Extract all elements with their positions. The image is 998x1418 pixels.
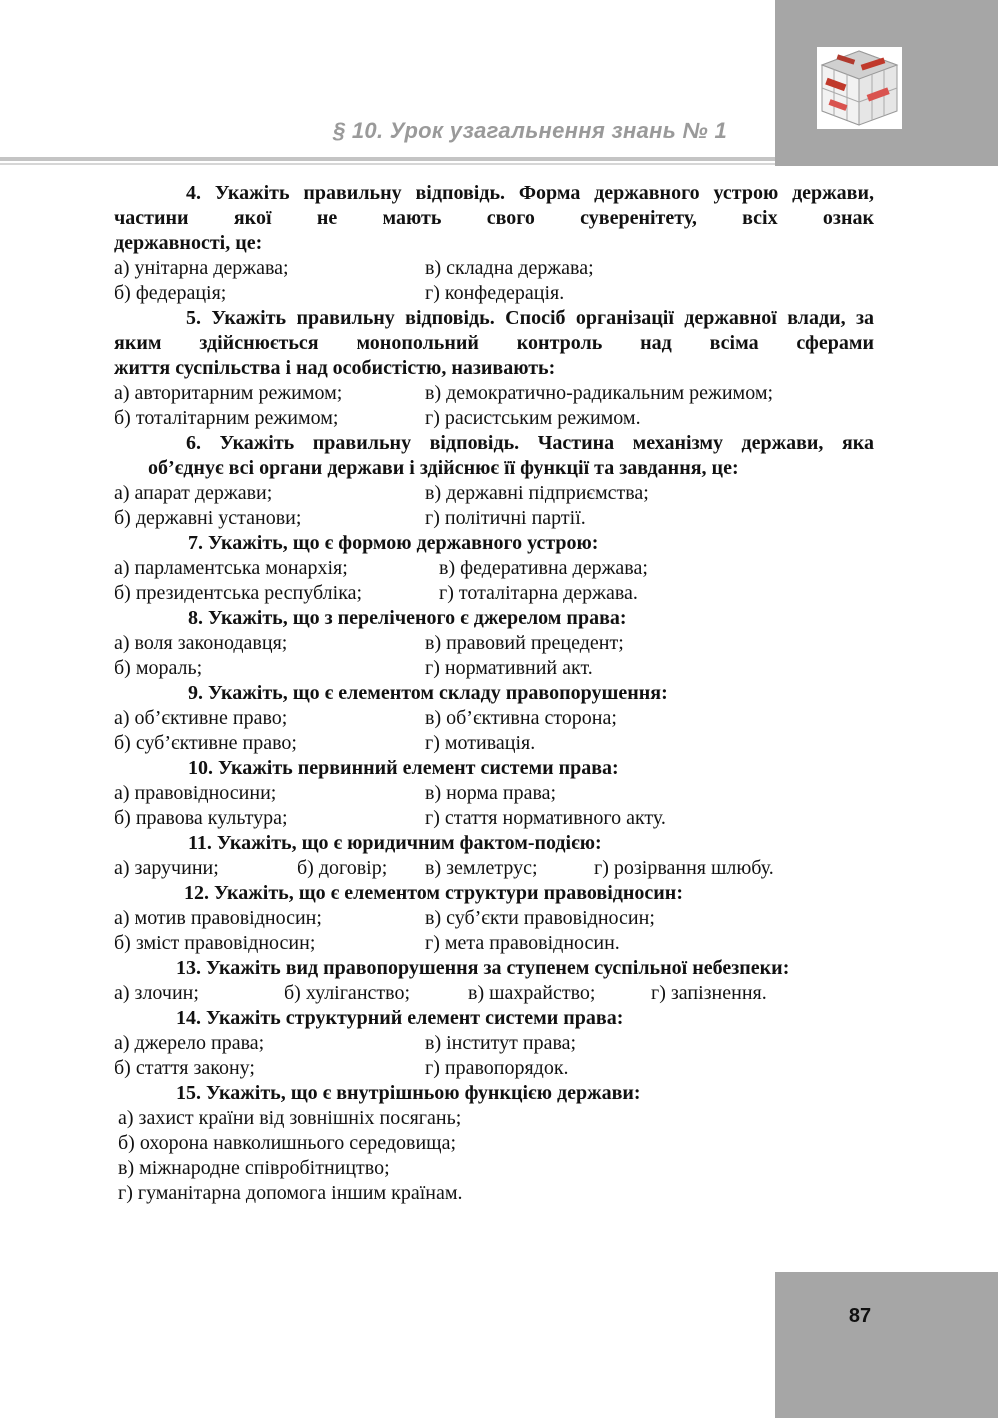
answer-option: б) охорона навколишнього середовища;: [118, 1132, 456, 1154]
answer-option: а) апарат держави;: [114, 482, 273, 504]
question-line: 6. Укажіть правильну відповідь. Частина механізму держави, яка: [186, 432, 874, 454]
answer-option: в) інститут права;: [425, 1032, 577, 1054]
answer-option: б) стаття закону;: [114, 1057, 255, 1079]
answer-option: в) шахрайство;: [468, 982, 596, 1004]
answer-option: г) запізнення.: [651, 982, 767, 1004]
answer-option: в) федеративна держава;: [439, 557, 648, 579]
answer-row: [114, 856, 874, 881]
question-10: 10. Укажіть первинний елемент системи права:: [188, 757, 619, 779]
question-line: влади, за яким здійснюється монопольний контроль над всіма сферами: [114, 307, 875, 354]
question-line: 4. Укажіть правильну відповідь. Форма державного устрою: [186, 182, 779, 204]
question-line: державності, це:: [114, 232, 263, 254]
question-7: 7. Укажіть, що є формою державного устрою:: [188, 532, 599, 554]
answer-option: г) розірвання шлюбу.: [594, 857, 774, 879]
textbook-cube-logo: [817, 47, 902, 129]
answer-option: в) демократично-радикальним режимом;: [425, 382, 774, 404]
answer-option: б) мораль;: [114, 657, 203, 679]
answer-option: б) федерація;: [114, 282, 227, 304]
question-line: життя суспільства і над особистістю, називають:: [114, 357, 556, 379]
answer-option: б) правова культура;: [114, 807, 288, 829]
answer-option: в) міжнародне співробітництво;: [118, 1157, 390, 1179]
answer-row: [114, 406, 874, 431]
question-12: 12. Укажіть, що є елементом структури правовідносин:: [184, 882, 683, 904]
answer-option: б) державні установи;: [114, 507, 302, 529]
question-11: 11. Укажіть, що є юридичним фактом-подією:: [188, 832, 602, 854]
answer-option: в) землетрус;: [425, 857, 538, 879]
question-8: 8. Укажіть, що з переліченого є джерелом права:: [188, 607, 627, 629]
answer-option: б) тоталітарним режимом;: [114, 407, 339, 429]
footer-side-tab: [775, 1272, 998, 1418]
answer-option: а) воля законодавця;: [114, 632, 288, 654]
answer-option: г) мотивація.: [425, 732, 536, 754]
answer-row: [114, 781, 874, 806]
answer-row: [114, 481, 874, 506]
answer-row: [114, 1056, 874, 1081]
answer-row: [114, 1031, 874, 1056]
answer-row: [114, 381, 874, 406]
answer-option: а) об’єктивне право;: [114, 707, 288, 729]
answer-option: а) парламентська монархія;: [114, 557, 348, 579]
answer-option: б) суб’єктивне право;: [114, 732, 297, 754]
answer-row: [114, 581, 874, 606]
answer-row: [114, 281, 874, 306]
answer-option: а) заручини;: [114, 857, 219, 879]
question-line: держави, частини якої не мають свого суверенітету, всіх ознак: [114, 182, 875, 229]
answer-option: г) нормативний акт.: [425, 657, 593, 679]
answer-row: [114, 706, 874, 731]
question-5: [114, 306, 874, 381]
answer-option: г) політичні партії.: [425, 507, 586, 529]
answer-option: г) гуманітарна допомога іншим країнам.: [118, 1182, 463, 1204]
answer-option: в) норма права;: [425, 782, 557, 804]
answer-row: [114, 256, 874, 281]
answer-option: а) унітарна держава;: [114, 257, 289, 279]
answer-row: [114, 631, 874, 656]
answer-option: а) авторитарним режимом;: [114, 382, 343, 404]
answer-option: г) мета правовідносин.: [425, 932, 620, 954]
answer-row: [114, 931, 874, 956]
question-line: 5. Укажіть правильну відповідь. Спосіб організації державної: [186, 307, 777, 329]
answer-option: б) хуліганство;: [284, 982, 410, 1004]
answer-option: в) об’єктивна сторона;: [425, 707, 617, 729]
question-line: об’єднує всі органи держави і здійснює її функції та завдання, це:: [148, 457, 739, 479]
answer-option: г) конфедерація.: [425, 282, 565, 304]
question-9: 9. Укажіть, що є елементом складу правопорушення:: [188, 682, 668, 704]
answer-option: в) складна держава;: [425, 257, 594, 279]
answer-row: [114, 506, 874, 531]
question-4: [114, 181, 874, 256]
answer-row: [114, 731, 874, 756]
answer-row: [114, 556, 874, 581]
question-13: 13. Укажіть вид правопорушення за ступенем суспільної небезпеки:: [176, 957, 790, 979]
answer-option: б) зміст правовідносин;: [114, 932, 316, 954]
answer-option: в) державні підприємства;: [425, 482, 649, 504]
question-14: 14. Укажіть структурний елемент системи права:: [176, 1007, 624, 1029]
header-divider: [0, 157, 775, 161]
answer-row: [114, 806, 874, 831]
answer-option: г) тоталітарна держава.: [439, 582, 638, 604]
answer-option: в) правовий прецедент;: [425, 632, 624, 654]
answer-option: а) джерело права;: [114, 1032, 265, 1054]
answer-option: в) суб’єкти правовідносин;: [425, 907, 655, 929]
answer-row: [114, 906, 874, 931]
answer-option: а) захист країни від зовнішніх посягань;: [118, 1107, 462, 1129]
answer-row: [114, 656, 874, 681]
question-list: [114, 181, 874, 1206]
answer-option: г) расистським режимом.: [425, 407, 641, 429]
header-divider-thin: [0, 163, 775, 165]
answer-option: а) злочин;: [114, 982, 199, 1004]
question-15: 15. Укажіть, що є внутрішньою функцією держави:: [176, 1082, 641, 1104]
question-6: [114, 431, 874, 481]
answer-row: [114, 981, 874, 1006]
answer-option: г) правопорядок.: [425, 1057, 569, 1079]
page-number: 87: [848, 1305, 872, 1327]
answer-option: а) мотив правовідносин;: [114, 907, 322, 929]
answer-option: г) стаття нормативного акту.: [425, 807, 666, 829]
answer-option: б) договір;: [297, 857, 388, 879]
answer-option: а) правовідносини;: [114, 782, 277, 804]
page-header-title: § 10. Урок узагальнення знань № 1: [332, 118, 727, 143]
answer-option: б) президентська республіка;: [114, 582, 363, 604]
